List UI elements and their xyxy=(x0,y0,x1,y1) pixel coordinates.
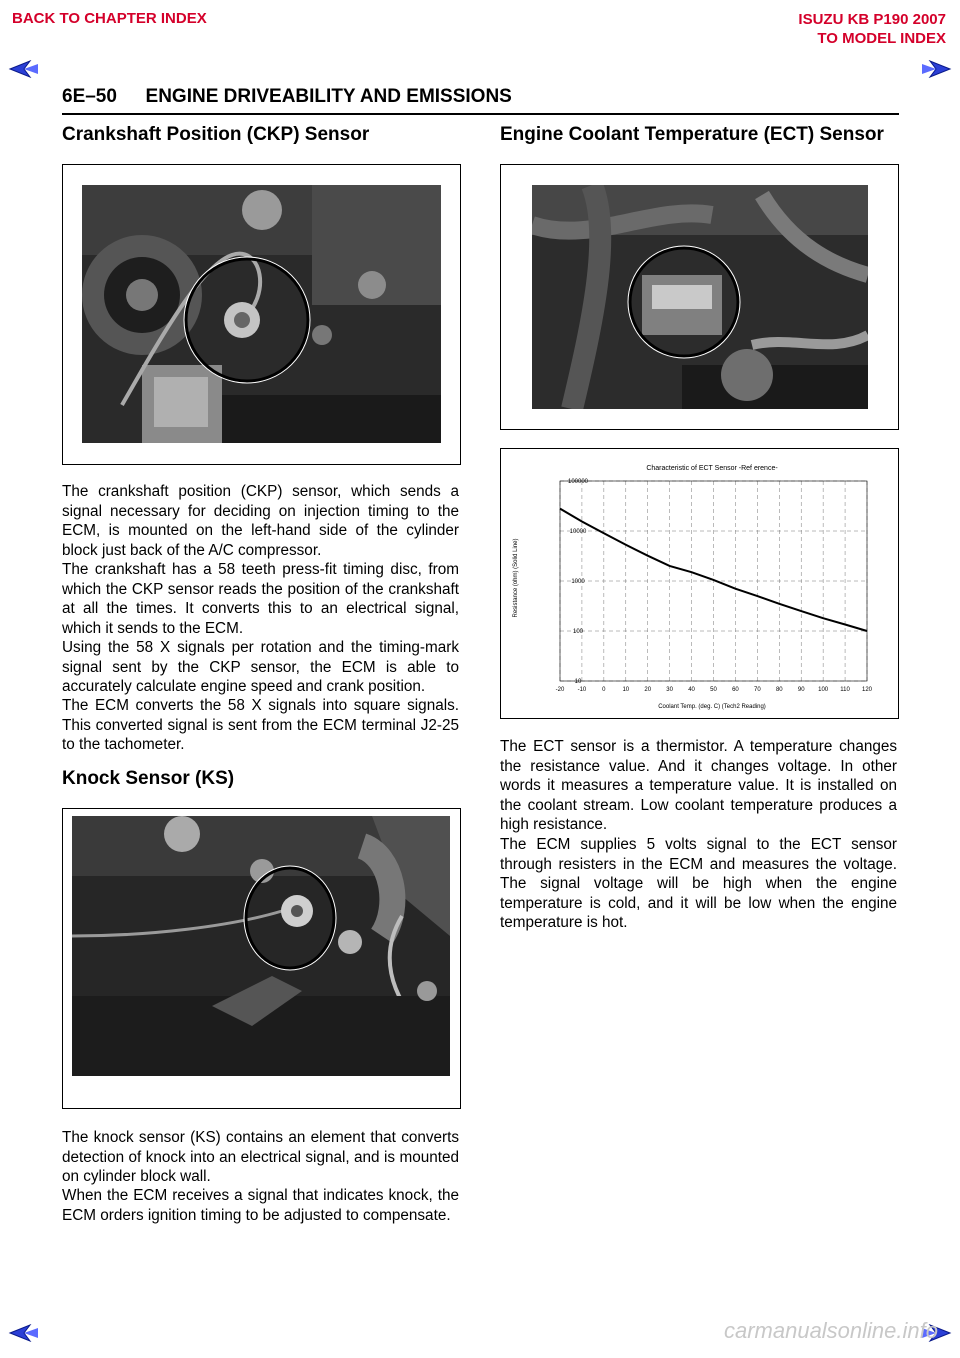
ckp-paragraph-4: The ECM converts the 58 X signals into square signals. This converted signal is sent from the ECM terminal J2-25 to the tachometer. xyxy=(62,697,459,754)
chart-y-label: Resistance (ohm) (Solid Line) xyxy=(513,538,519,618)
x-tick-label: 100 xyxy=(818,687,829,693)
y-tick-label: 10 xyxy=(574,679,582,685)
y-tick-label: 1000 xyxy=(571,579,585,585)
x-tick-label: 20 xyxy=(644,687,652,693)
ks-figure xyxy=(62,808,461,1109)
ect-photo-figure xyxy=(500,164,899,430)
chart-grid xyxy=(560,481,867,681)
y-tick-label: 100 xyxy=(572,629,584,635)
chart-x-ticks xyxy=(556,687,873,693)
ect-paragraph-1: The ECT sensor is a thermistor. A temperature changes the resistance value. And it changes voltage. In other words it measures a temperature value. It is installed on the coolant stream. Low coolant temperature produces a high resistance. xyxy=(500,738,897,834)
model-line-1: ISUZU KB P190 2007 xyxy=(798,11,946,28)
x-tick-label: -20 xyxy=(555,687,565,693)
chart-y-ticks xyxy=(568,479,589,685)
x-tick-label: 80 xyxy=(775,687,783,693)
ect-chart-figure xyxy=(500,448,899,719)
header-rule xyxy=(62,113,899,115)
next-page-arrow-icon[interactable] xyxy=(920,60,952,78)
chart-x-label: Coolant Temp. (deg. C) (Tech2 Reading) xyxy=(658,704,766,710)
ect-heading: Engine Coolant Temperature (ECT) Sensor xyxy=(500,124,884,145)
x-tick-label: 60 xyxy=(732,687,739,693)
x-tick-label: 30 xyxy=(666,687,673,693)
knock-sensor-photo xyxy=(72,816,450,1076)
x-tick-label: 50 xyxy=(710,687,717,693)
y-tick-label: 100000 xyxy=(567,479,589,485)
x-tick-label: 120 xyxy=(861,687,873,693)
x-tick-label: -10 xyxy=(577,687,587,693)
x-tick-label: 90 xyxy=(797,687,805,693)
ks-paragraph-1: The knock sensor (KS) contains an element that converts detection of knock into an electrical signal, and is mounted on cylinder block wall. xyxy=(62,1129,459,1186)
x-tick-label: 0 xyxy=(602,687,606,693)
ckp-paragraph-1: The crankshaft position (CKP) sensor, which sends a signal necessary for deciding on injection timing to the ECM, is mounted on the left-hand side of the cylinder block just back of the A/C compressor. xyxy=(62,483,459,559)
model-index-link[interactable] xyxy=(798,10,946,48)
x-tick-label: 70 xyxy=(754,687,761,693)
ckp-paragraph-2: The crankshaft has a 58 teeth press-fit timing disc, from which the CKP sensor reads the position of the crankshaft at all the times. It converts this to an electrical signal, which it sends to the ECM. xyxy=(62,561,459,637)
x-tick-label: 40 xyxy=(688,687,695,693)
back-to-chapter-link[interactable]: BACK TO CHAPTER INDEX xyxy=(12,10,207,27)
chapter-title: ENGINE DRIVEABILITY AND EMISSIONS xyxy=(145,86,512,107)
chart-title: Characteristic of ECT Sensor -Ref erence- xyxy=(646,465,778,472)
ckp-figure xyxy=(62,164,461,465)
ks-heading: Knock Sensor (KS) xyxy=(62,768,235,789)
ckp-paragraph-3: Using the 58 X signals per rotation and the timing-mark signal sent by the CKP sensor, the ECM is able to accurately calculate engine speed and crank position. xyxy=(62,639,459,696)
y-tick-label: 10000 xyxy=(569,529,587,535)
ect-characteristic-chart xyxy=(501,449,898,718)
ect-sensor-photo xyxy=(532,185,868,409)
model-line-2: TO MODEL INDEX xyxy=(817,30,946,47)
ect-paragraph-2: The ECM supplies 5 volts signal to the ECT sensor through resisters in the ECM and measures the voltage. The signal voltage will be high when the engine temperature is cold, and it will be low when the engine temperature is hot. xyxy=(500,836,897,932)
ckp-sensor-photo xyxy=(82,185,441,443)
x-tick-label: 10 xyxy=(622,687,630,693)
page-id: 6E–50 xyxy=(62,86,117,107)
ckp-heading: Crankshaft Position (CKP) Sensor xyxy=(62,124,370,145)
prev-page-arrow-bottom-icon[interactable] xyxy=(8,1324,40,1342)
prev-page-arrow-icon[interactable] xyxy=(8,60,40,78)
x-tick-label: 110 xyxy=(840,687,850,693)
ks-paragraph-2: When the ECM receives a signal that indicates knock, the ECM orders ignition timing to be adjusted to compensate. xyxy=(62,1187,459,1224)
footer-watermark: carmanualsonline.info xyxy=(723,1318,938,1343)
page-header xyxy=(62,86,512,108)
